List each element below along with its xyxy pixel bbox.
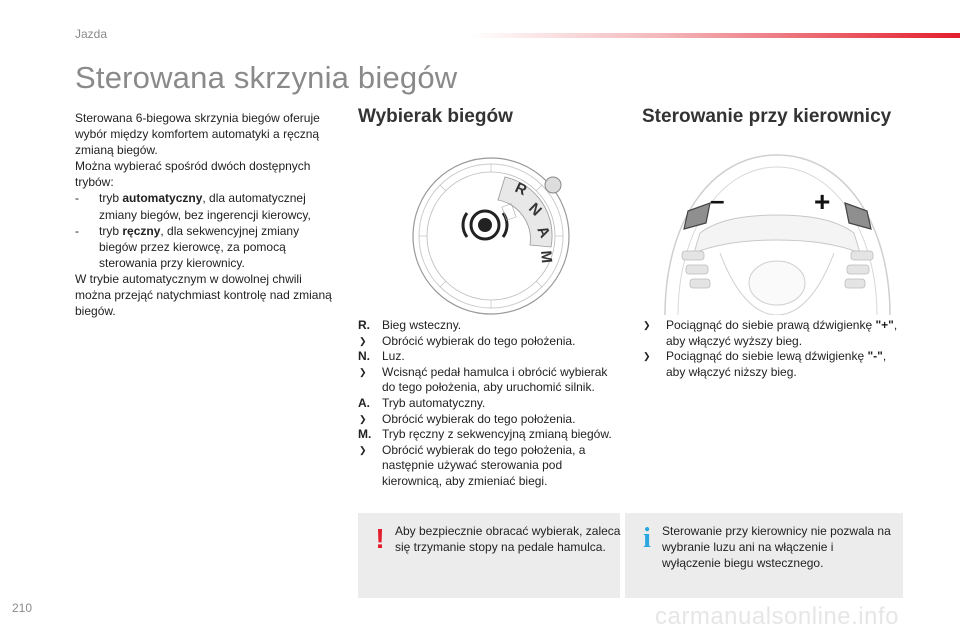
gear-selector-illustration — [410, 155, 572, 317]
knob-letter-m: M — [537, 249, 556, 264]
warning-box — [358, 513, 620, 598]
knob-letter-n: N — [525, 199, 545, 220]
page-title: Sterowana skrzynia biegów — [75, 60, 458, 95]
list-item: ❯ Wcisnąć pedał hamulca i obrócić wybierak do tego położenia, aby uruchomić silnik. — [359, 364, 608, 395]
position-key-n: N. — [358, 349, 370, 364]
steering-heading: Sterowanie przy kierownicy — [642, 106, 892, 127]
list-item: ❯ Obrócić wybierak do tego położenia, a następnie używać sterowania pod kierownicą, aby zmieniać biegi. — [359, 442, 586, 488]
paddle-minus-label: "-" — [867, 349, 883, 364]
intro-paragraph-1: Sterowana 6-biegowa skrzynia biegów oferuje wybór między komfortem automatyki a ręczną zmianą biegów. — [75, 111, 320, 158]
list-item: N. Luz. — [358, 349, 405, 364]
list-dash: - — [75, 223, 79, 238]
mode-list-item-manual: - tryb ręczny, dla sekwencyjnej zmiany biegów przez kierowcę, za pomocą sterowania przy kierownicy. — [75, 223, 300, 270]
arrow-bullet-icon: ❯ — [359, 413, 367, 424]
list-item: ❯ Pociągnąć do siebie lewą dźwigienkę "-", aby włączyć niższy bieg. — [643, 349, 887, 379]
watermark: carmanualsonline.info — [655, 603, 899, 630]
paddle-plus-label: "+" — [875, 318, 894, 332]
knob-letter-a: A — [533, 223, 554, 241]
plus-sign: + — [814, 186, 831, 217]
mode-list-item-automatic: - tryb automatyczny, dla automatycznej zmiany biegów, bez ingerencji kierowcy, — [75, 191, 311, 222]
intro-text — [75, 110, 340, 319]
mode-name-automatic: automatyczny — [122, 191, 203, 206]
list-item: A. Tryb automatyczny. — [358, 395, 486, 410]
list-item: ❯ Pociągnąć do siebie prawą dźwigienkę "+", aby włączyć wyższy bieg. — [643, 318, 898, 348]
selector-heading: Wybierak biegów — [358, 106, 513, 127]
position-key-r: R. — [358, 318, 370, 332]
list-item: M. Tryb ręczny z sekwencyjną zmianą biegów. — [358, 427, 612, 442]
arrow-bullet-icon: ❯ — [359, 366, 367, 377]
right-paddle-icon — [845, 203, 871, 229]
knob-letter-r: R — [512, 179, 530, 200]
position-key-a: A. — [358, 395, 370, 410]
list-dash: - — [75, 191, 79, 206]
arrow-bullet-icon: ❯ — [359, 444, 367, 455]
selector-position-list — [358, 318, 623, 490]
arrow-bullet-icon: ❯ — [359, 335, 367, 346]
intro-paragraph-2: Można wybierać spośród dwóch dostępnych trybów: — [75, 159, 311, 190]
section-label: Jazda — [75, 27, 108, 41]
warning-text: Aby bezpiecznie obracać wybierak, zaleca się trzymanie stopy na pedale hamulca. — [395, 524, 621, 555]
header-accent-bar — [470, 33, 960, 38]
steering-wheel-illustration — [660, 143, 895, 315]
arrow-bullet-icon: ❯ — [643, 320, 651, 330]
arrow-bullet-icon: ❯ — [643, 351, 651, 362]
intro-paragraph-3: W trybie automatycznym w dowolnej chwili można przejąć natychmiast kontrolę nad zmianą biegów. — [75, 271, 332, 319]
left-paddle-icon — [684, 203, 710, 229]
minus-sign: – — [710, 185, 725, 215]
info-text: Sterowanie przy kierownicy nie pozwala na wybranie luzu ani na włączenie i wyłączenie biegu wstecznego. — [662, 524, 891, 571]
warning-icon: ! — [375, 523, 385, 554]
info-box — [625, 513, 903, 598]
list-item: ❯ Obrócić wybierak do tego położenia. — [359, 411, 576, 426]
list-item: R. Bieg wsteczny. — [358, 318, 462, 332]
page-number: 210 — [12, 601, 33, 615]
list-item: ❯ Obrócić wybierak do tego położenia. — [359, 333, 576, 348]
steering-instruction-list — [642, 318, 907, 380]
position-key-m: M. — [358, 427, 372, 442]
mode-name-manual: ręczny — [122, 223, 161, 238]
info-icon: i — [643, 523, 651, 554]
